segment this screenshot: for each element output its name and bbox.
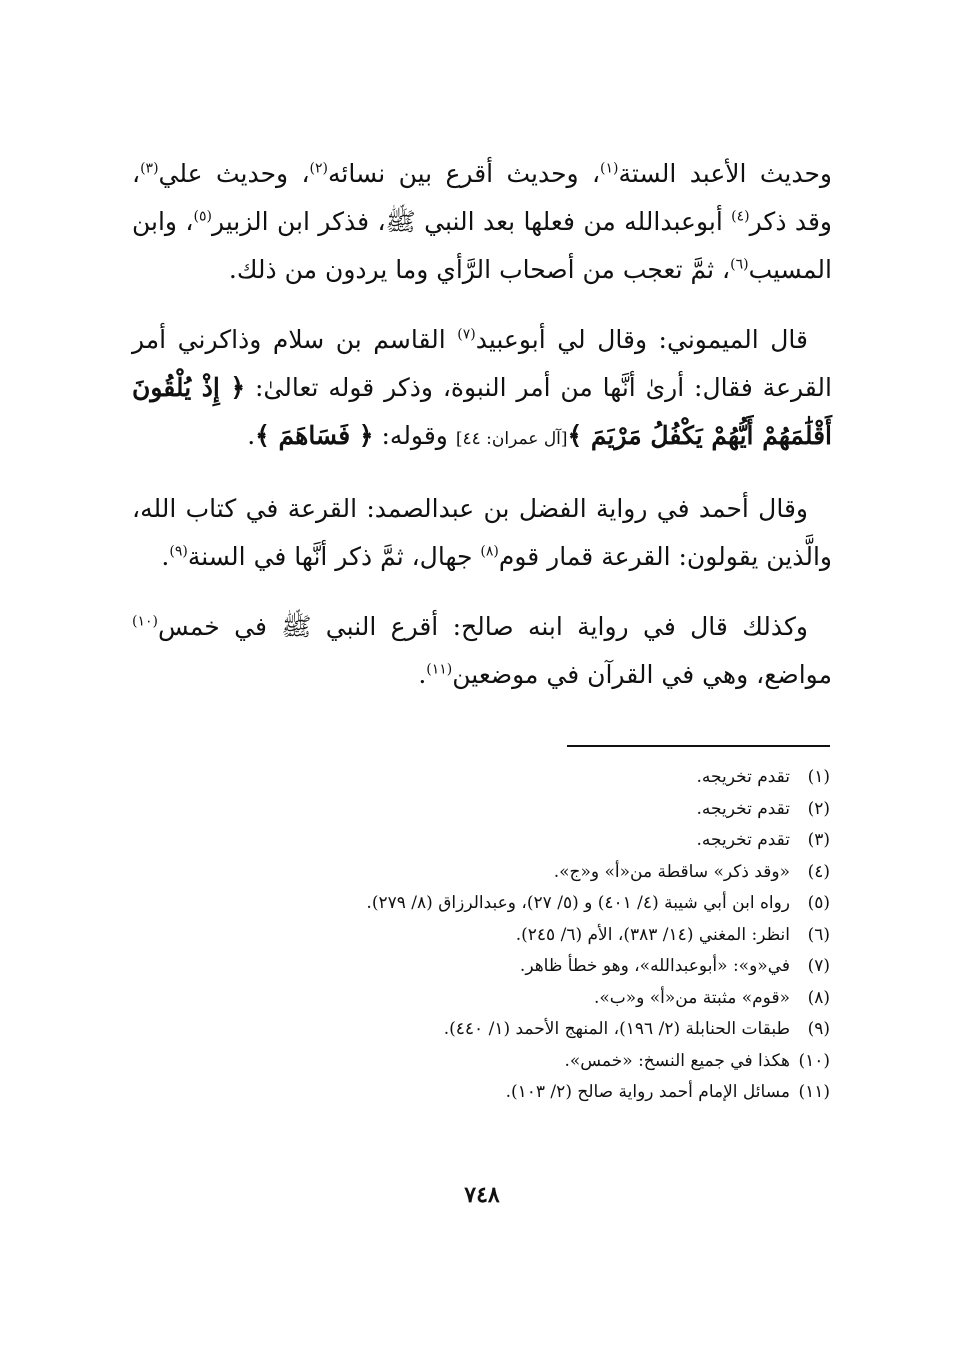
- footnote-number: (٦): [807, 924, 830, 945]
- text-segment: وقوله:: [373, 421, 456, 450]
- footnote-marker: (٦): [730, 256, 749, 273]
- text-segment: وحديث الأعبد الستة: [618, 159, 832, 188]
- text-segment: .: [418, 660, 427, 689]
- text-segment: وقال أحمد في رواية الفضل بن عبدالصمد: القرعة في كتاب الله، والَّذين يقولون: القرعة قمار قوم: [132, 494, 832, 571]
- footnote-text: انظر: المغني (١٤/ ٣٨٣)، الأم (٦/ ٢٤٥).: [515, 924, 790, 945]
- footnote-marker: (٨): [480, 543, 499, 560]
- footnote-number: (١): [807, 767, 830, 787]
- footnote-marker: (١١): [426, 661, 453, 678]
- footnote-item: [130, 951, 830, 983]
- footnote-text: «قوم» مثبتة من«أ» و«ب».: [593, 987, 790, 1008]
- footnote-number: (١١): [798, 1082, 830, 1102]
- footnote-item: [130, 1077, 830, 1109]
- footnote-text: هكذا في جميع النسخ: «خمس».: [564, 1050, 790, 1071]
- footnote-number: (٤): [807, 861, 830, 882]
- text-segment: ، ثمَّ تعجب من أصحاب الرَّأي وما يردون من ذلك.: [228, 255, 731, 284]
- footnote-divider: [567, 745, 830, 747]
- footnote-item: [130, 920, 830, 952]
- footnote-number: (٨): [807, 987, 830, 1008]
- text-segment: وكذلك قال في رواية ابنه صالح: أقرع النبي ﷺ في خمس: [157, 612, 808, 641]
- text-segment: ، وحديث علي: [158, 159, 310, 188]
- verse-reference: [آل عمران: ٤٤]: [455, 429, 568, 449]
- footnote-item: [130, 825, 830, 857]
- quran-verse: ﴿ إِذْ يُلْقُونَ أَقْلَٰمَهُمْ أَيُّهُمْ يَكْفُلُ مَرْيَمَ ﴾: [132, 373, 832, 450]
- footnote-text: «وقد ذكر» ساقطة من«أ» و«ج».: [553, 861, 790, 882]
- footnote-number: (٥): [807, 893, 830, 913]
- text-segment: ، وحديث أقرع بين نسائه: [328, 159, 601, 188]
- footnote-number: (٢): [807, 798, 830, 819]
- footnote-marker: (١): [600, 160, 619, 177]
- footnote-text: في«و»: «أبوعبدالله»، وهو خطأ ظاهر.: [519, 956, 790, 976]
- paragraph-2: [132, 316, 832, 463]
- footnote-item: [130, 794, 830, 826]
- footnote-item: [130, 888, 830, 920]
- footnote-marker: (٩): [169, 543, 188, 560]
- footnote-text: مسائل الإمام أحمد رواية صالح (٢/ ١٠٣).: [505, 1082, 790, 1102]
- footnote-item: [130, 857, 830, 889]
- paragraph-1: [132, 150, 832, 294]
- footnote-text: طبقات الحنابلة (٢/ ١٩٦)، المنهج الأحمد (١/ ٤٤٠).: [443, 1019, 790, 1039]
- footnote-text: رواه ابن أبي شيبة (٤/ ٤٠١) و (٥/ ٢٧)، وعبدالرزاق (٨/ ٢٧٩).: [366, 893, 790, 913]
- footnote-text: تقدم تخريجه.: [696, 798, 790, 819]
- text-segment: ، وقد ذكر: [132, 159, 833, 236]
- footnote-marker: (٥): [193, 208, 212, 225]
- footnote-text: تقدم تخريجه.: [696, 830, 790, 850]
- text-segment: ، وابن المسيب: [132, 207, 832, 284]
- footnote-item: [130, 1014, 830, 1046]
- page-number: ٧٤٨: [464, 1182, 500, 1208]
- text-segment: مواضع، وهي في القرآن في موضعين: [452, 660, 832, 689]
- footnote-number: (٧): [807, 956, 830, 976]
- footnote-marker: (٧): [457, 326, 476, 343]
- footnote-text: تقدم تخريجه.: [696, 767, 790, 787]
- text-segment: أبوعبدالله من فعلها بعد النبي ﷺ، فذكر ابن الزبير: [211, 207, 732, 236]
- paragraph-4: [132, 603, 832, 699]
- footnote-item: [130, 1046, 830, 1078]
- footnote-marker: (٤): [731, 208, 750, 225]
- text-segment: جهال، ثمَّ ذكر أنَّها في السنة: [187, 542, 481, 571]
- footnote-item: [130, 762, 830, 794]
- footnote-item: [130, 983, 830, 1015]
- footnote-marker: (٣): [140, 160, 159, 177]
- footnote-marker: (٢): [309, 160, 328, 177]
- footnote-number: (١٠): [798, 1050, 830, 1071]
- quran-verse: ﴿ فَسَاهَمَ ﴾: [255, 421, 374, 450]
- footnotes-list: [130, 762, 830, 1109]
- footnote-marker: (١٠): [132, 613, 158, 630]
- text-segment: .: [161, 542, 170, 571]
- text-segment: القاسم بن سلام وذاكرني أمر القرعة فقال: أرىٰ أنَّها من أمر النبوة، وذكر قوله تعالىٰ:: [132, 325, 832, 402]
- paragraph-3: [132, 485, 832, 581]
- text-segment: .: [247, 421, 256, 450]
- footnote-number: (٣): [807, 830, 830, 850]
- footnote-number: (٩): [807, 1019, 830, 1039]
- main-text: [132, 150, 832, 721]
- text-segment: قال الميموني: وقال لي أبوعبيد: [475, 325, 808, 354]
